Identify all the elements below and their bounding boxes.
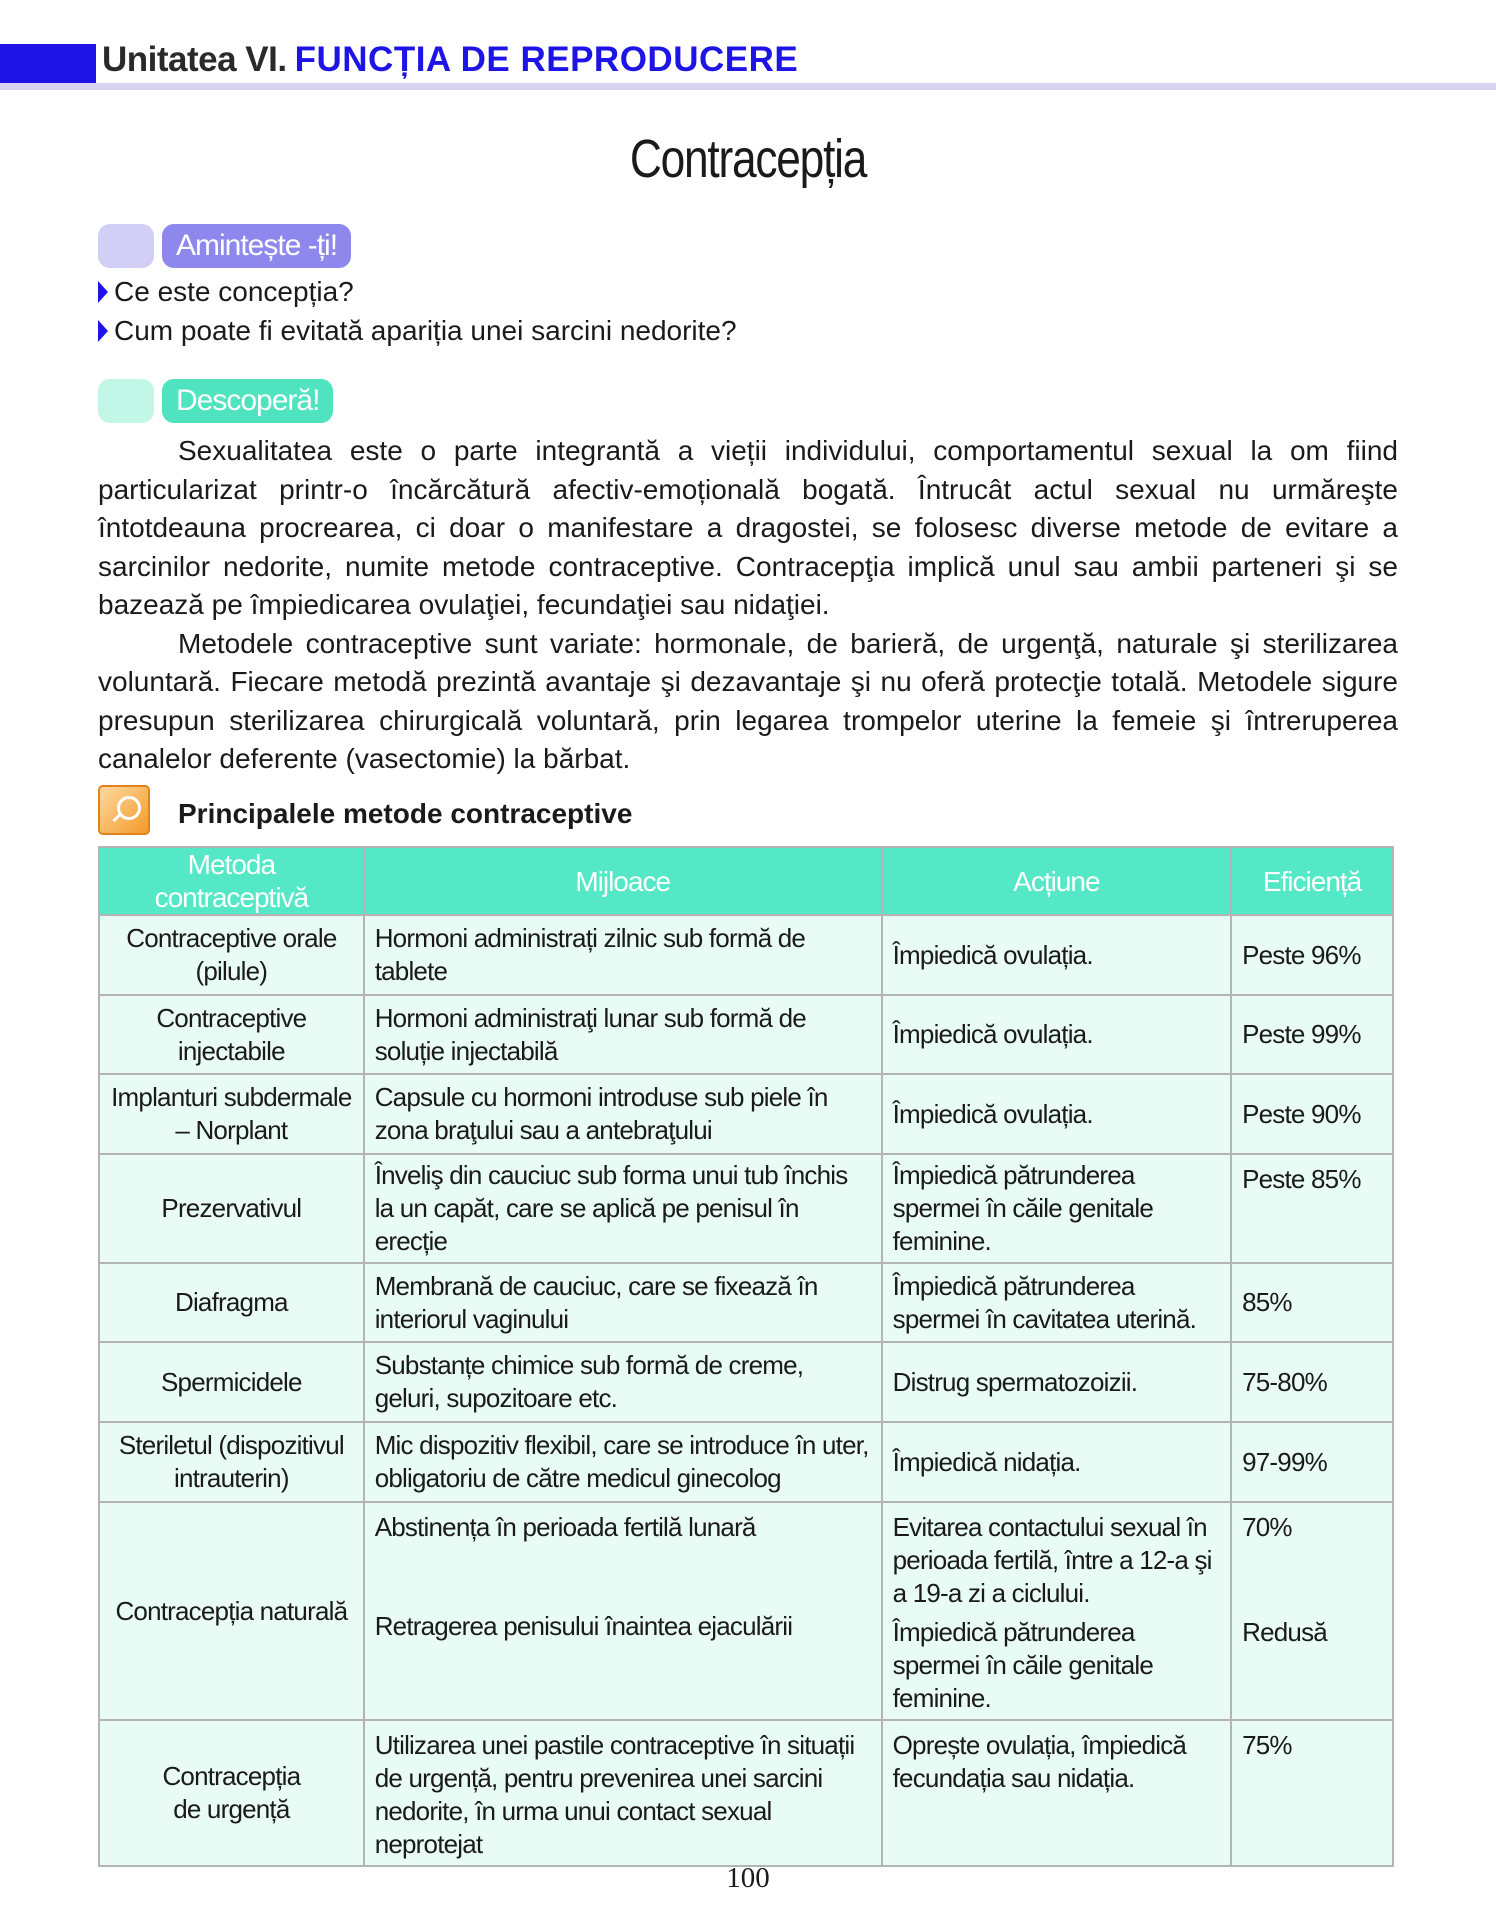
method-cell: Contraceptive orale (pilule) xyxy=(99,915,364,995)
table-row xyxy=(99,995,1393,1074)
means-cell: Hormoni administrați zilnic sub formă de tablete xyxy=(364,915,882,995)
action-text: Împiedică pătrunderea spermei în căile genitale feminine. xyxy=(892,1617,1154,1713)
means-cell: Membrană de cauciuc, care se fixează în interiorul vaginului xyxy=(364,1263,882,1342)
method-cell: Spermicidele xyxy=(99,1342,364,1422)
method-cell: Implanturi subdermale – Norplant xyxy=(99,1074,364,1154)
table-row xyxy=(99,1263,1393,1342)
method-cell: Contracepția naturală xyxy=(99,1502,364,1720)
method-cell: Contraceptive injectabile xyxy=(99,995,364,1074)
efficiency-cell: Peste 85% xyxy=(1231,1154,1393,1263)
action-cell: Împiedică ovulația. xyxy=(882,915,1231,995)
method-cell: Diafragma xyxy=(99,1263,364,1342)
page-number: 100 xyxy=(726,1862,770,1894)
method-cell: Steriletul (dispozitivul intrauterin) xyxy=(99,1422,364,1502)
action-cell xyxy=(882,1502,1231,1720)
discover-badge: Descoperă! xyxy=(162,379,333,423)
table-section-title: Principalele metode contraceptive xyxy=(178,798,633,829)
method-cell xyxy=(99,1720,364,1866)
efficiency-cell: Peste 96% xyxy=(1231,915,1393,995)
efficiency-cell: 85% xyxy=(1231,1263,1393,1342)
means-cell: Capsule cu hormoni introduse sub piele în zona braţului sau a antebraţului xyxy=(364,1074,882,1154)
means-text: Retragerea penisului înaintea ejaculării xyxy=(374,1611,793,1641)
unit-title: FUNCȚIA DE REPRODUCERE xyxy=(294,40,799,79)
column-header: Acțiune xyxy=(882,847,1231,915)
paragraph: Metodele contraceptive sunt variate: hormonale, de barieră, de urgenţă, naturale şi sterilizarea voluntară. Fiecare metodă prezintă avantaje şi dezavantaje şi nu oferă protecţie totală. Metodele sigure presupun sterilizarea chirurgicală voluntară, prin legarea trompelor uterine la femeie şi întreruperea canalelor deferente (vasectomie) la bărbat. xyxy=(98,627,1398,774)
magnifier-icon xyxy=(98,785,150,835)
remember-badge-square xyxy=(98,224,154,268)
paragraph: Sexualitatea este o parte integrantă a vieții individului, comportamentul sexual la om fiind particularizat printr-o încărcătură afectiv-emoțională bogată. Întrucât actul sexual nu urmăreşte întotdeauna procrearea, ci doar o manifestare a dragostei, se folosesc diverse metode de evitare a sarcinilor nedorite, numite metode contraceptive. Contracepţia implică unul sau ambii parteneri şi se bazează pe împiedicarea ovulaţiei, fecundaţiei sau nidaţiei. xyxy=(98,435,1398,620)
question-text: Cum poate fi evitată apariția unei sarcini nedorite? xyxy=(114,315,737,346)
discover-badge-square xyxy=(98,379,154,423)
action-cell: Oprește ovulația, împiedică fecundația sau nidația. xyxy=(882,1720,1231,1866)
means-cell xyxy=(364,1502,882,1720)
efficiency-cell: Peste 99% xyxy=(1231,995,1393,1074)
method-text: de urgență xyxy=(173,1794,290,1824)
table-row xyxy=(99,1502,1393,1720)
efficiency-cell: 97-99% xyxy=(1231,1422,1393,1502)
table-row xyxy=(99,1342,1393,1422)
efficiency-text: 70% xyxy=(1242,1512,1292,1542)
action-cell: Distrug spermatozoizii. xyxy=(882,1342,1231,1422)
means-cell: Substanțe chimice sub formă de creme, geluri, supozitoare etc. xyxy=(364,1342,882,1422)
action-cell: Împiedică pătrunderea spermei în căile genitale feminine. xyxy=(882,1154,1231,1263)
efficiency-cell xyxy=(1231,1502,1393,1720)
action-cell: Împiedică ovulația. xyxy=(882,1074,1231,1154)
header-divider xyxy=(0,83,1496,90)
unit-label: Unitatea VI. xyxy=(102,40,287,79)
means-cell: Mic dispozitiv flexibil, care se introduce în uter, obligatoriu de către medicul ginecolog xyxy=(364,1422,882,1502)
discover-text xyxy=(98,432,1398,779)
means-text: Abstinența în perioada fertilă lunară xyxy=(374,1512,756,1542)
efficiency-text: Redusă xyxy=(1242,1617,1327,1647)
question-item xyxy=(98,315,737,347)
page-title: Contracepția xyxy=(629,129,867,189)
table-row xyxy=(99,1154,1393,1263)
action-cell: Împiedică ovulația. xyxy=(882,995,1231,1074)
question-text: Ce este concepția? xyxy=(114,276,354,307)
action-text: Evitarea contactului sexual în perioada fertilă, între a 12-a şi a 19-a zi a ciclului. xyxy=(892,1512,1212,1608)
table-row xyxy=(99,1074,1393,1154)
action-cell: Împiedică pătrunderea spermei în cavitatea uterină. xyxy=(882,1263,1231,1342)
table-row xyxy=(99,1720,1393,1866)
means-cell: Utilizarea unei pastile contraceptive în situații de urgență, pentru prevenirea unei sarcini nedorite, în urma unui contact sexual neprotejat xyxy=(364,1720,882,1866)
triangle-bullet-icon xyxy=(98,320,108,342)
means-cell: Înveliş din cauciuc sub forma unui tub închis la un capăt, care se aplică pe penisul în erecție xyxy=(364,1154,882,1263)
method-text: Contracepția xyxy=(162,1761,301,1791)
column-header: Mijloace xyxy=(364,847,882,915)
header-color-block xyxy=(0,44,96,84)
table-header-row xyxy=(99,847,1393,915)
unit-header xyxy=(102,40,798,80)
action-cell: Împiedică nidația. xyxy=(882,1422,1231,1502)
table-row xyxy=(99,1422,1393,1502)
question-item xyxy=(98,276,354,308)
table-row xyxy=(99,915,1393,995)
column-header: Eficiență xyxy=(1231,847,1393,915)
contraceptive-methods-table xyxy=(98,846,1394,1867)
efficiency-cell: 75% xyxy=(1231,1720,1393,1866)
triangle-bullet-icon xyxy=(98,281,108,303)
efficiency-cell: Peste 90% xyxy=(1231,1074,1393,1154)
method-cell: Prezervativul xyxy=(99,1154,364,1263)
means-cell: Hormoni administraţi lunar sub formă de soluție injectabilă xyxy=(364,995,882,1074)
remember-badge: Amintește -ți! xyxy=(162,224,351,268)
column-header: Metoda contraceptivă xyxy=(99,847,364,915)
efficiency-cell: 75-80% xyxy=(1231,1342,1393,1422)
